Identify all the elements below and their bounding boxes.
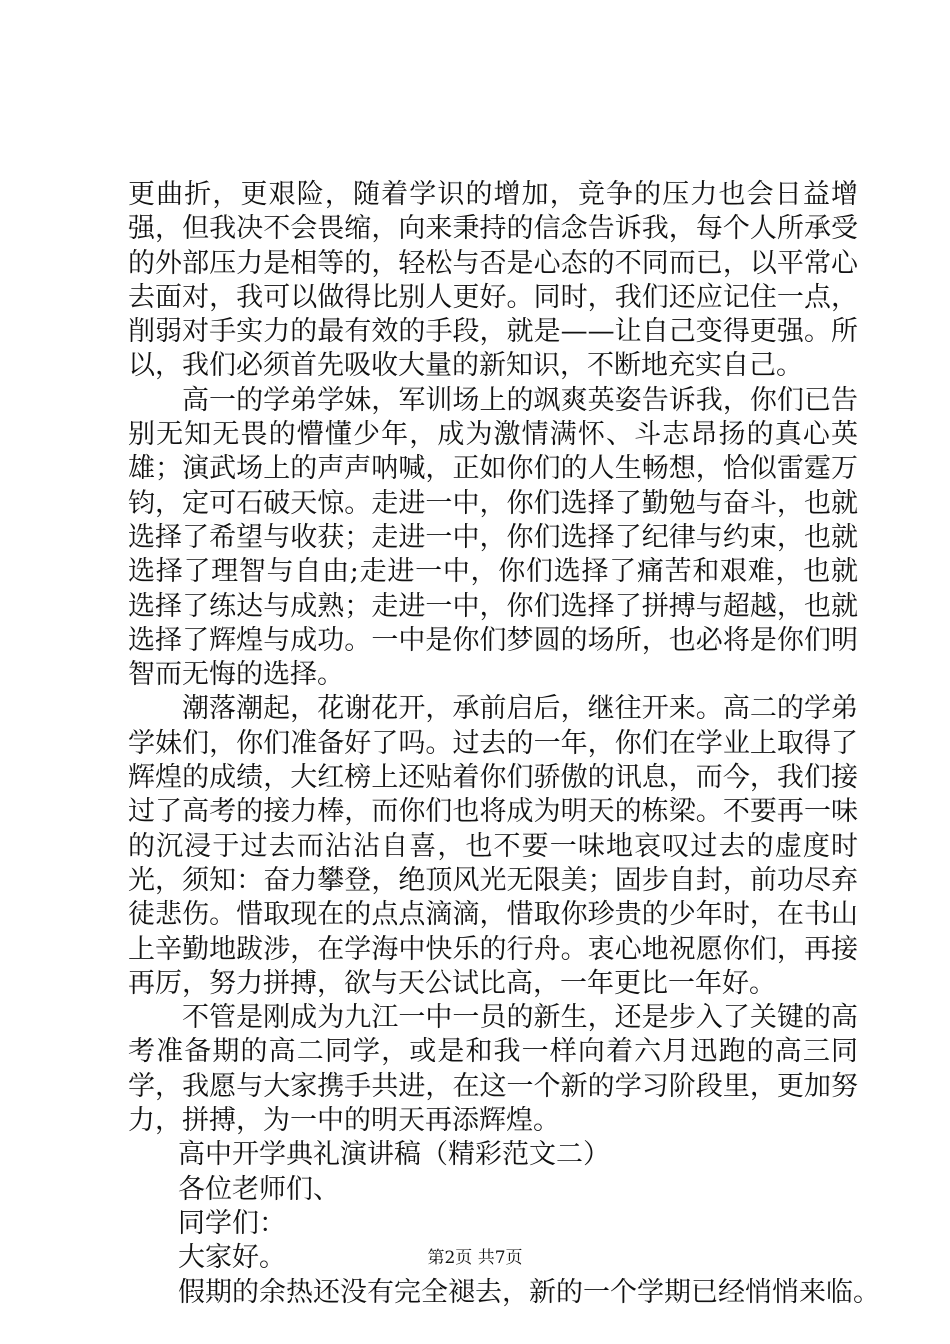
greeting-students: 同学们：	[178, 1207, 286, 1239]
greeting-hello: 大家好。	[178, 1242, 286, 1274]
paragraph-grade-two: 潮落潮起，花谢花开，承前启后，继往开来。高二的学弟学妹们，你们准备好了吗。过去的一年，你们在学业上取得了辉煌的成绩，大红榜上还贴着你们骄傲的讯息，而今，我们接过了高考的接力棒，而你们也将成为明天的栋梁。不要再一味的沉浸于过去而沾沾自喜，也不要一味地哀叹过去的虚度时光，须知：奋力攀登，绝顶风光无限美；固步自封，前功尽弃徒悲伤。惜取现在的点点滴滴，惜取你珍贵的少年时，在书山上辛勤地跋涉，在学海中快乐的行舟。衷心地祝愿你们，再接再厉，努力拼搏，欲与天公试比高，一年更比一年好。	[128, 693, 858, 999]
paragraph-closing: 不管是刚成为九江一中一员的新生，还是步入了关键的高考准备期的高二同学，或是和我一样向着六月迅跑的高三同学，我愿与大家携手共进，在这一个新的学习阶段里，更加努力，拼搏，为一中的明天再添辉煌。	[128, 1002, 858, 1137]
paragraph-pressure: 更曲折，更艰险，随着学识的增加，竞争的压力也会日益增强，但我决不会畏缩，向来秉持的信念告诉我，每个人所承受的外部压力是相等的，轻松与否是心态的不同而已，以平常心去面对，我可以做得比别人更好。同时，我们还应记住一点，削弱对手实力的最有效的手段，就是——让自己变得更强。所以，我们必须首先吸收大量的新知识，不断地充实自己。	[128, 179, 858, 382]
document-body	[128, 178, 880, 1310]
section-title: 高中开学典礼演讲稿（精彩范文二）	[178, 1139, 610, 1171]
paragraph-grade-one: 高一的学弟学妹，军训场上的飒爽英姿告诉我，你们已告别无知无畏的懵懂少年，成为激情满怀、斗志昂扬的真心英雄；演武场上的声声呐喊，正如你们的人生畅想，恰似雷霆万钧，定可石破天惊。走进一中，你们选择了勤勉与奋斗，也就选择了希望与收获；走进一中，你们选择了纪律与约束，也就选择了理智与自由;走进一中，你们选择了痛苦和艰难，也就选择了练达与成熟；走进一中，你们选择了拼搏与超越，也就选择了辉煌与成功。一中是你们梦圆的场所，也必将是你们明智而无悔的选择。	[128, 384, 858, 691]
greeting-teachers: 各位老师们、	[178, 1173, 340, 1205]
paragraph-holiday: 假期的余热还没有完全褪去，新的一个学期已经悄悄来临。	[178, 1276, 880, 1308]
page-number-footer: 第2页 共7页	[427, 1248, 523, 1268]
